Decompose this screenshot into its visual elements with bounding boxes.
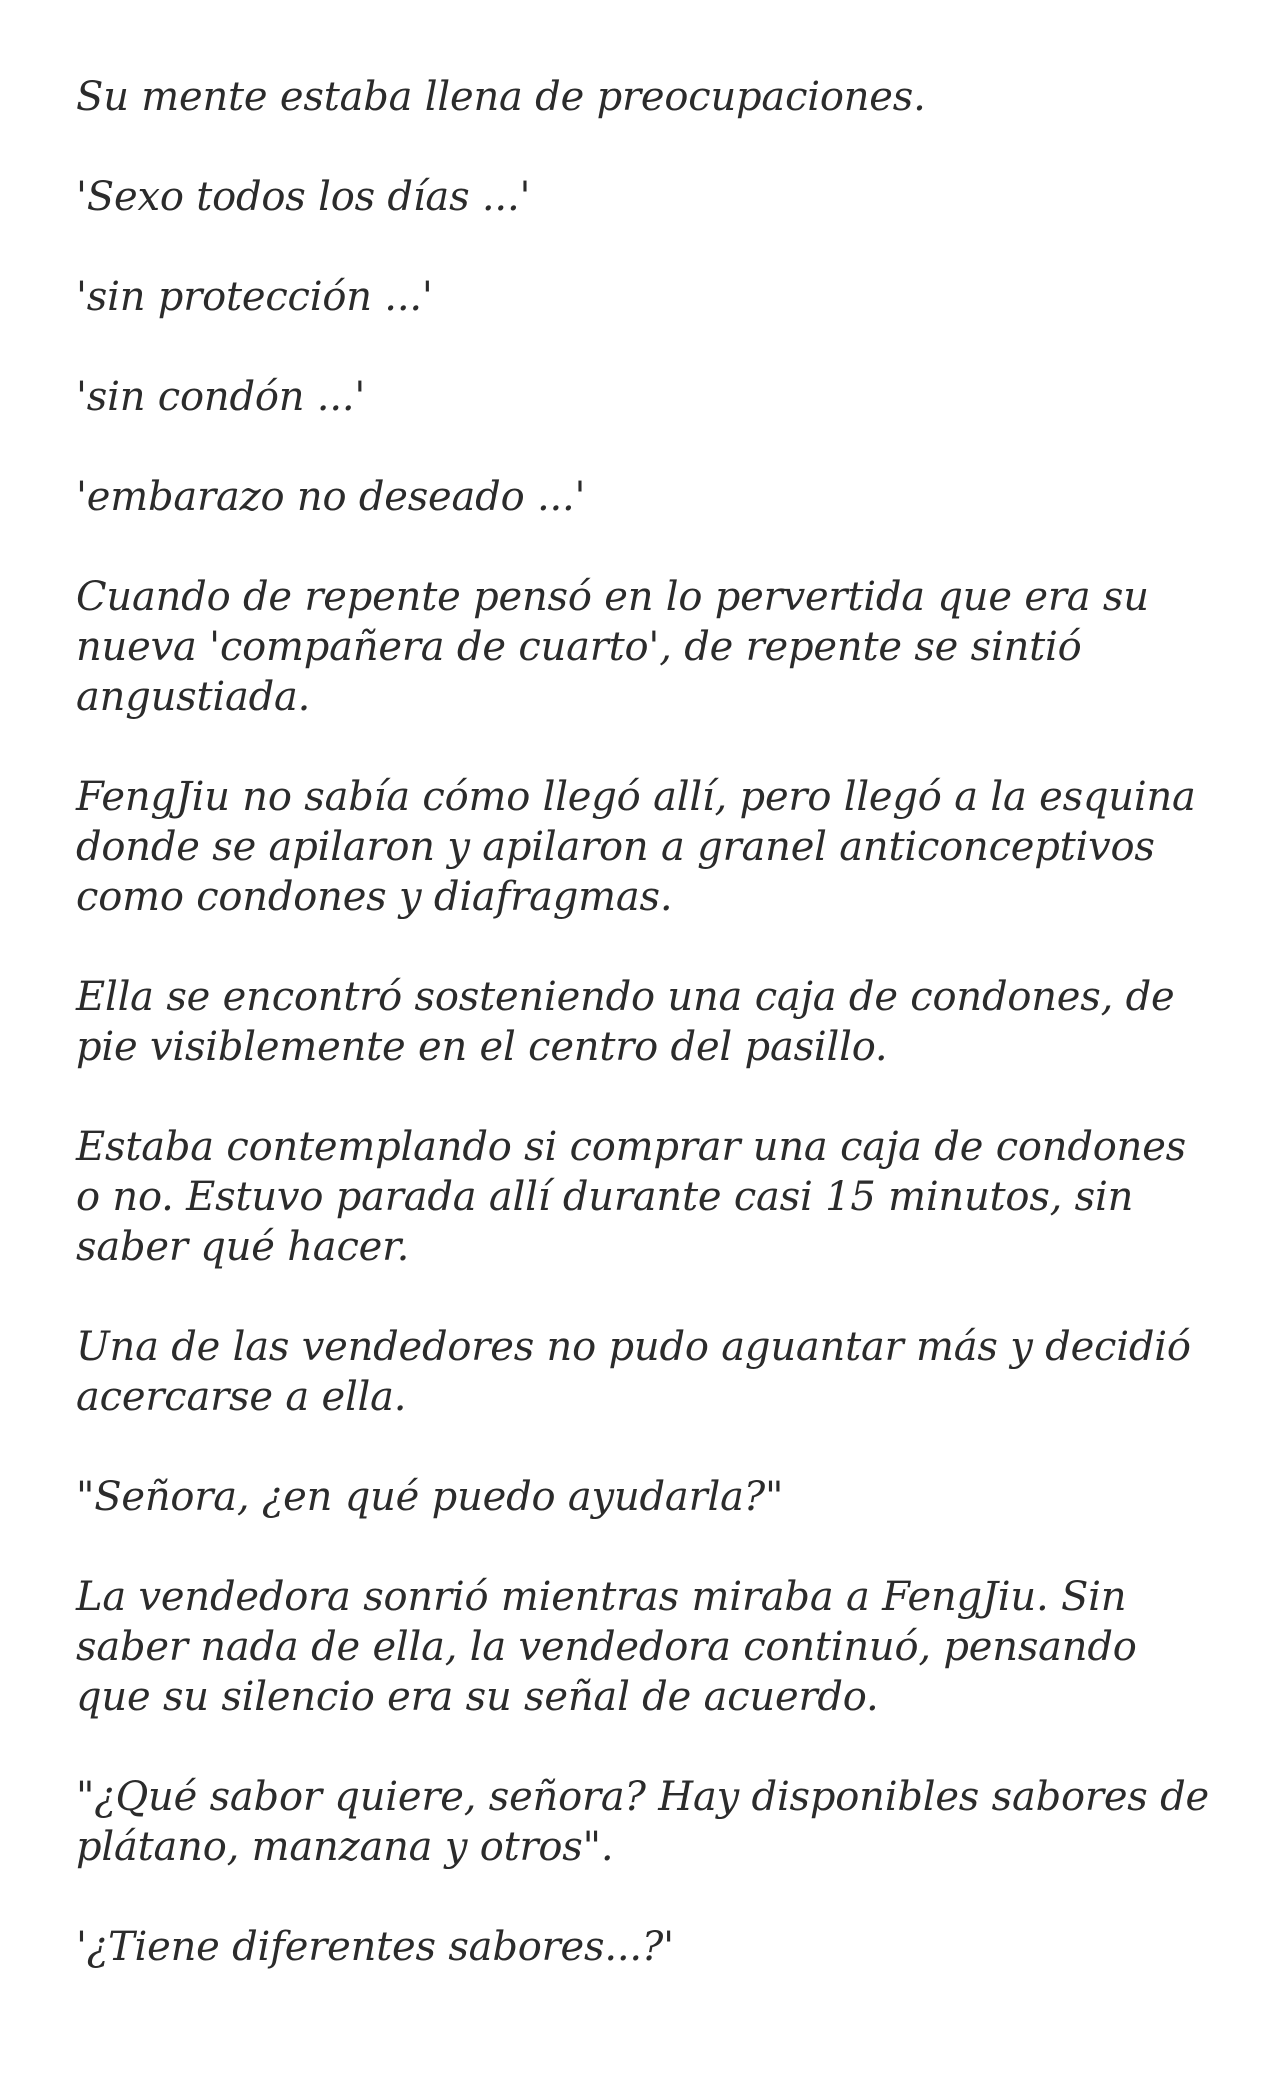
paragraph-9: Estaba contemplando si comprar una caja de condones o no. Estuvo parada allí durante casi 15 minutos, sin saber qué hacer. — [76, 1124, 1186, 1270]
paragraph-7: FengJiu no sabía cómo llegó allí, pero llegó a la esquina donde se apilaron y apilaron a granel anticonceptivos como condones y diafragmas. — [76, 774, 1196, 920]
paragraph-2: 'Sexo todos los días ...' — [76, 174, 531, 220]
paragraph-8: Ella se encontró sosteniendo una caja de condones, de pie visiblemente en el centro del pasillo. — [76, 974, 1175, 1070]
paragraph-4: 'sin condón ...' — [76, 374, 366, 420]
paragraph-6: Cuando de repente pensó en lo pervertida que era su nueva 'compañera de cuarto', de repente se sintió angustiada. — [76, 574, 1149, 720]
paragraph-1: Su mente estaba llena de preocupaciones. — [76, 74, 926, 120]
paragraph-12: La vendedora sonrió mientras miraba a FengJiu. Sin saber nada de ella, la vendedora continuó, pensando que su silencio era su señal de acuerdo. — [76, 1574, 1137, 1720]
paragraph-11: "Señora, ¿en qué puedo ayudarla?" — [76, 1474, 784, 1520]
paragraph-14: '¿Tiene diferentes sabores...?' — [76, 1924, 674, 1970]
paragraph-3: 'sin protección ...' — [76, 274, 433, 320]
paragraph-5: 'embarazo no deseado ...' — [76, 474, 586, 520]
paragraph-13: "¿Qué sabor quiere, señora? Hay disponibles sabores de plátano, manzana y otros". — [76, 1774, 1210, 1870]
paragraph-10: Una de las vendedores no pudo aguantar más y decidió acercarse a ella. — [76, 1324, 1191, 1420]
